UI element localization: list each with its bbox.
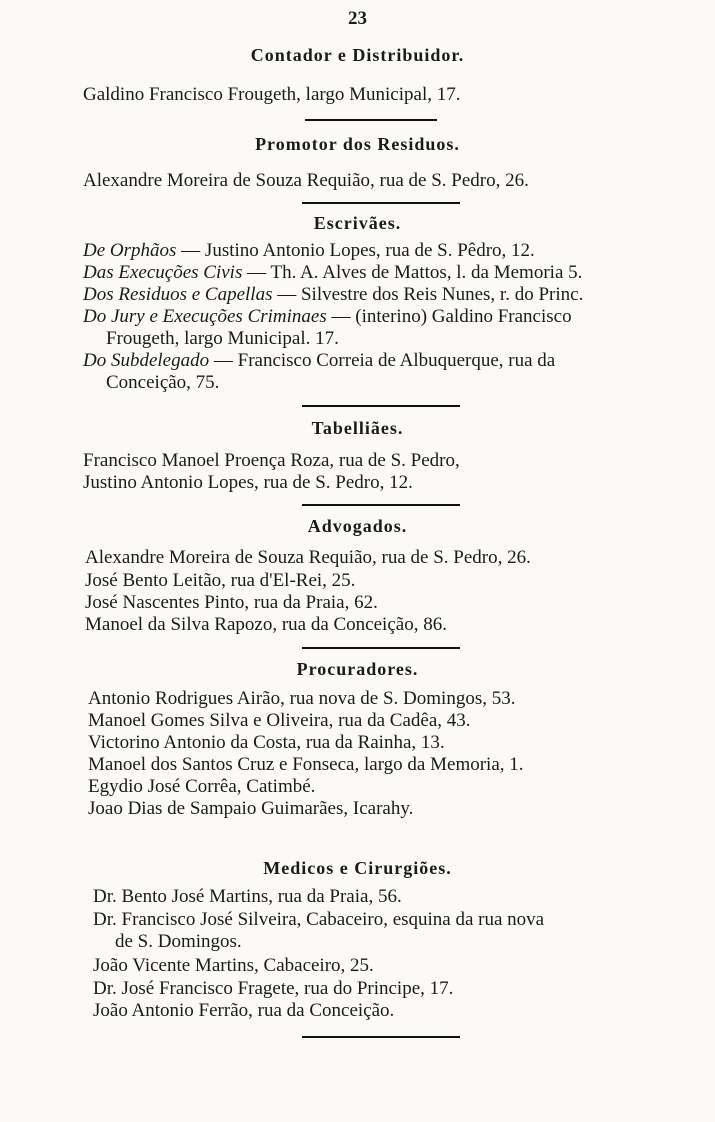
divider [302, 405, 460, 407]
office-label: Do Jury e Execuções Criminaes [83, 306, 327, 327]
entry-text: — Silvestre dos Reis Nunes, r. do Princ. [272, 284, 584, 305]
advogado-line: José Nascentes Pinto, rua da Praia, 62. [85, 592, 378, 613]
escrivao-line [106, 372, 219, 394]
divider [302, 504, 460, 506]
escrivao-line [83, 350, 555, 372]
medico-line: João Antonio Ferrão, rua da Conceição. [93, 1000, 395, 1021]
escrivao-line [83, 306, 572, 328]
promotor-line: Alexandre Moreira de Souza Requião, rua de S. Pedro, 26. [83, 170, 529, 191]
heading-tabelliaes: Tabelliães. [311, 418, 404, 438]
tabelliao-line: Francisco Manoel Proença Roza, rua de S. Pedro, [83, 450, 460, 471]
entry-text: — Justino Antonio Lopes, rua de S. Pêdro, 12. [176, 240, 535, 261]
escrivao-line [106, 328, 339, 350]
divider [305, 119, 437, 121]
medico-line: João Vicente Martins, Cabaceiro, 25. [93, 955, 374, 976]
advogado-line: Alexandre Moreira de Souza Requião, rua de S. Pedro, 26. [85, 547, 531, 568]
procurador-line: Manoel dos Santos Cruz e Fonseca, largo da Memoria, 1. [88, 754, 524, 775]
office-label: Das Execuções Civis [83, 262, 243, 283]
office-label: De Orphãos [83, 240, 177, 261]
entry-text: Conceição, 75. [106, 372, 220, 393]
office-label: Do Subdelegado [83, 350, 210, 371]
escrivao-line [83, 284, 583, 306]
heading-escrivaes: Escrivães. [313, 213, 402, 233]
heading-promotor: Promotor dos Residuos. [255, 134, 460, 154]
divider [302, 202, 460, 204]
procurador-line: Egydio José Corrêa, Catimbé. [88, 776, 316, 797]
medico-line: Dr. José Francisco Fragete, rua do Principe, 17. [93, 978, 454, 999]
page-number: 23 [348, 8, 367, 29]
divider [302, 647, 460, 649]
procurador-line: Manoel Gomes Silva e Oliveira, rua da Cadêa, 43. [88, 710, 471, 731]
advogado-line: Manoel da Silva Rapozo, rua da Conceição, 86. [85, 614, 447, 635]
office-label: Dos Residuos e Capellas [83, 284, 273, 305]
heading-procuradores: Procuradores. [296, 659, 419, 679]
entry-text: — (interino) Galdino Francisco [326, 306, 572, 327]
medico-line: Dr. Bento José Martins, rua da Praia, 56. [93, 886, 402, 907]
entry-text: Frougeth, largo Municipal. 17. [106, 328, 339, 349]
escrivao-line [83, 240, 535, 262]
divider [302, 1036, 460, 1038]
procurador-line: Victorino Antonio da Costa, rua da Rainha, 13. [88, 732, 445, 753]
medico-line: Dr. Francisco José Silveira, Cabaceiro, esquina da rua nova [93, 909, 545, 930]
medico-line: de S. Domingos. [115, 931, 242, 952]
entry-text: — Francisco Correia de Albuquerque, rua da [209, 350, 556, 371]
procurador-line: Antonio Rodrigues Airão, rua nova de S. Domingos, 53. [88, 688, 516, 709]
escrivao-line [83, 262, 582, 284]
contador-line: Galdino Francisco Frougeth, largo Municipal, 17. [83, 84, 461, 105]
tabelliao-line: Justino Antonio Lopes, rua de S. Pedro, 12. [83, 472, 413, 493]
heading-advogados: Advogados. [307, 516, 408, 536]
heading-contador: Contador e Distribuidor. [250, 45, 465, 65]
heading-medicos: Medicos e Cirurgiões. [263, 858, 452, 878]
entry-text: — Th. A. Alves de Mattos, l. da Memoria 5. [242, 262, 583, 283]
procurador-line: Joao Dias de Sampaio Guimarães, Icarahy. [88, 798, 414, 819]
advogado-line: José Bento Leitão, rua d'El-Rei, 25. [85, 570, 356, 591]
